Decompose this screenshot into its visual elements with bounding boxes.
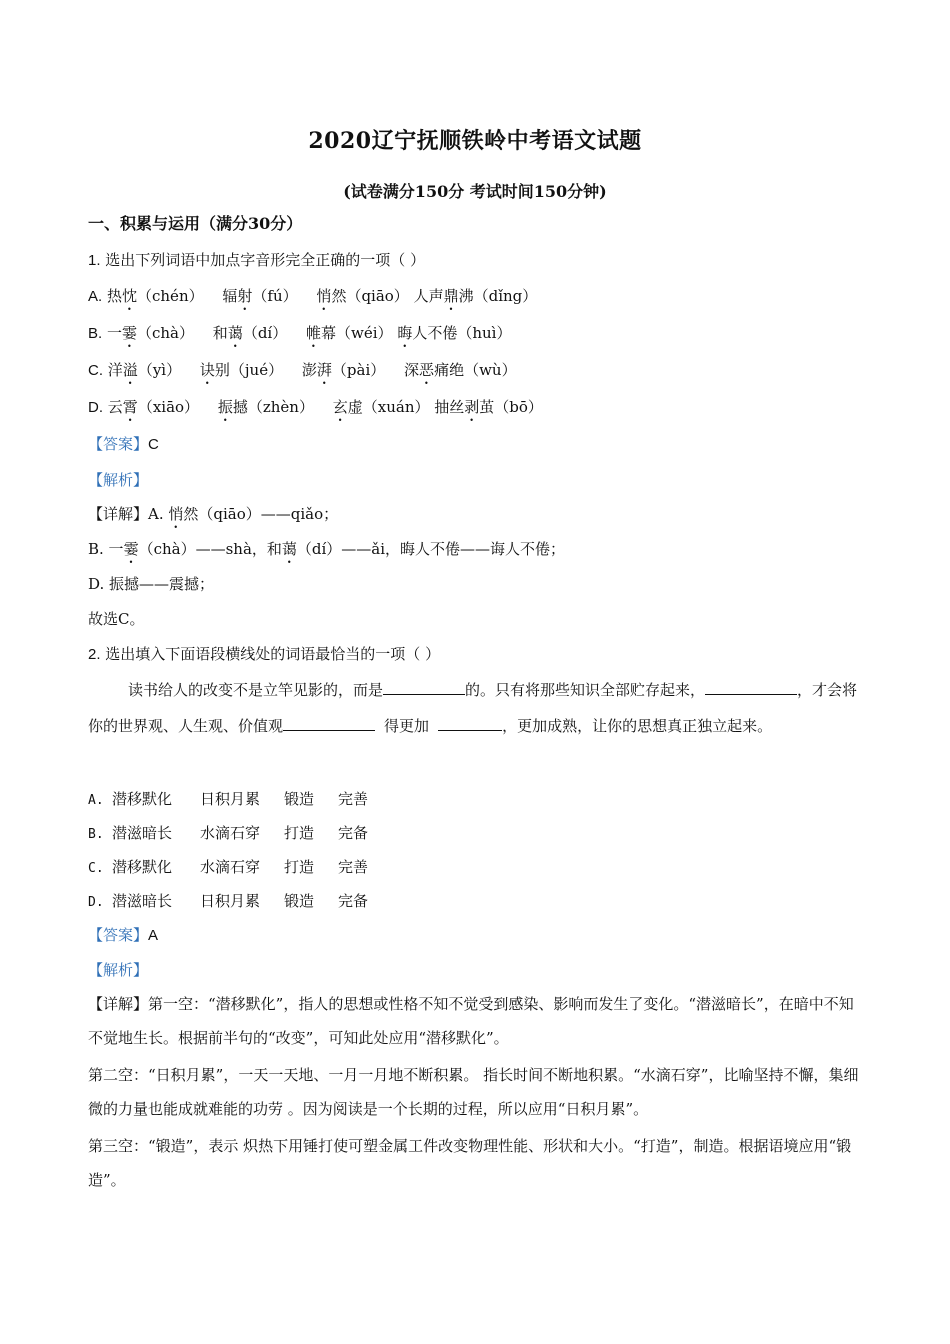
word: 振撼（zhèn） xyxy=(217,398,314,416)
q2-analysis-label: 【解析】 xyxy=(88,961,149,979)
word: 人声鼎沸（dǐng） xyxy=(413,287,538,305)
word: 帷幕（wéi） xyxy=(306,324,393,342)
q2-detail-1: 【详解】第一空：“潜移默化”，指人的思想或性格不知不觉受到感染、影响而发生了变化。“潜滋暗长”，在暗中不知不觉地生长。根据前半句的“改变”，可知此处应用“潜移默化”。 xyxy=(88,995,854,1047)
option-letter: C. xyxy=(88,362,103,379)
q2-detail-2: 第二空：“日积月累”，一天一天地、一月一月地不断积累。 指长时间不断地积累。“水滴石穿”，比喻坚持不懈，集细微的力量也能成就难能的功劳 。因为阅读是一个长期的过程，所以应用“日积月累”。 xyxy=(88,1066,859,1118)
q2-passage: 读书给人的改变不是立竿见影的，而是 的。只有将那些知识全部贮存起来， ，才会将你的世界观、人生观、价值观 得更加 ，更加成熟，让你的思想真正独立起来。 xyxy=(88,681,858,735)
answer-value: A xyxy=(148,927,159,944)
word: 诀别（jué） xyxy=(199,361,284,379)
q1-option-c xyxy=(88,360,517,388)
word: 洋溢（yì） xyxy=(107,361,182,379)
word: 抽丝剥茧（bō） xyxy=(434,398,543,416)
q1-stem xyxy=(88,250,425,271)
word: 晦人不倦（huì） xyxy=(397,324,512,342)
q1-detail-1: 【详解】A. 悄然（qiāo）——qiǎo； xyxy=(88,505,339,523)
document-title: 2020辽宁抚顺铁岭中考语文试题 xyxy=(308,128,642,154)
q1-option-d xyxy=(88,397,543,425)
word: 热忱（chén） xyxy=(106,287,204,305)
q1-detail-4: 故选C。 xyxy=(88,610,145,628)
option-letter: B. xyxy=(88,325,103,342)
word: 玄虚（xuán） xyxy=(332,398,430,416)
q2-option-d: D. 潜滋暗长 日积月累 锻造 完备 xyxy=(88,892,369,910)
q1-option-a xyxy=(88,286,537,314)
q2-option-b: B. 潜滋暗长 水滴石穿 打造 完备 xyxy=(88,824,369,842)
section-heading: 一、积累与运用（满分30分） xyxy=(88,214,303,233)
q1-detail-3: D. 振撼——震撼； xyxy=(88,575,215,593)
blank-4 xyxy=(438,716,502,731)
q2-answer xyxy=(88,925,158,946)
word: 一霎（chà） xyxy=(106,324,195,342)
answer-label: 【答案】 xyxy=(88,926,149,944)
q2-detail-3: 第三空：“锻造”，表示 炽热下用锤打使可塑金属工件改变物理性能、形状和大小。“打造”，制造。根据语境应用“锻造”。 xyxy=(88,1137,852,1189)
q1-number: 1. xyxy=(88,252,101,269)
q1-option-b xyxy=(88,323,511,351)
blank-2 xyxy=(705,680,797,695)
option-letter: D. xyxy=(88,399,103,416)
q2-stem-text: 选出填入下面语段横线处的词语最恰当的一项（ ） xyxy=(105,645,441,663)
q2-stem xyxy=(88,644,440,665)
document-subtitle: (试卷满分150分 考试时间150分钟) xyxy=(343,182,607,201)
blank-3 xyxy=(283,716,375,731)
q1-stem-text: 选出下列词语中加点字音形完全正确的一项（ ） xyxy=(105,251,426,269)
option-letter: A. xyxy=(88,288,103,305)
q2-number: 2. xyxy=(88,646,101,663)
word: 云霄（xiāo） xyxy=(107,398,200,416)
blank-1 xyxy=(383,680,465,695)
answer-label: 【答案】 xyxy=(88,435,149,453)
answer-value: C xyxy=(148,436,159,453)
word: 和蔼（dí） xyxy=(212,324,288,342)
q1-answer xyxy=(88,434,159,455)
word: 深恶痛绝（wù） xyxy=(404,361,517,379)
word: 辐射（fú） xyxy=(222,287,298,305)
q1-analysis-label: 【解析】 xyxy=(88,471,149,489)
word: 悄然（qiāo） xyxy=(316,287,409,305)
word: 澎湃（pài） xyxy=(301,361,386,379)
q2-option-c: C. 潜移默化 水滴石穿 打造 完善 xyxy=(88,858,369,876)
q1-detail-2: B. 一霎（chà）——shà，和蔼（dí）——ǎi，晦人不倦——诲人不倦； xyxy=(88,540,566,558)
q2-option-a: A. 潜移默化 日积月累 锻造 完善 xyxy=(88,790,369,808)
